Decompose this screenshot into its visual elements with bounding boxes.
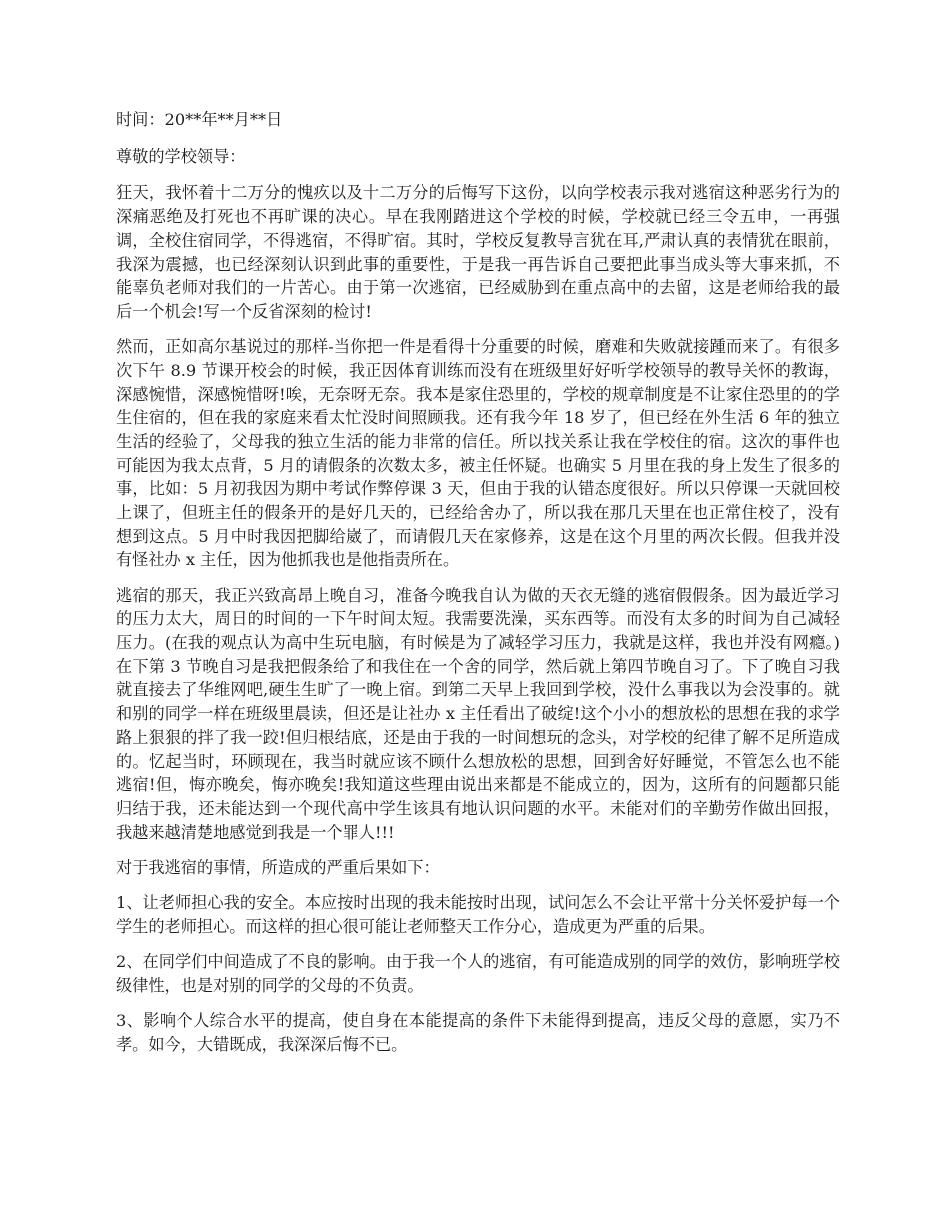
consequence-item: 1、让老师担心我的安全。本应按时出现的我未能按时出现，试问怎么不会让平常十分关怀爱护每一个学生的老师担心。而这样的担心很可能让老师整天工作分心，造成更为严重的后果。 xyxy=(116,893,840,936)
consequence-item: 2、在同学们中间造成了不良的影响。由于我一个人的逃宿，有可能造成别的同学的效仿，影响班学校级律性，也是对别的同学的父母的不负责。 xyxy=(116,952,840,995)
body-paragraph: 然而，正如高尔基说过的那样-当你把一件是看得十分重要的时候，磨难和失败就接踵而来了。有很多次下午 8.9 节课开校会的时候，我正因体育训练而没有在班级里好好听学校领导的教导关怀的教诲，深感惋惜，深感惋惜呀!唉，无奈呀无奈。我本是家住恐里的，学校的规章制度是不让家住恐里的的学生住宿的，但在我的家庭来看太忙没时间照顾我。还有我今年 18 岁了，但已经在外生活 6 年的独立生活的经验了，父母我的独立生活的能力非常的信任。所以找关系让我在学校住的宿。这次的事件也可能因为我太点背，5 月的请假条的次数太多，被主任怀疑。也确实 5 月里在我的身上发生了很多的事，比如：5 月初我因为期中考试作弊停课 3 天，但由于我的认错态度很好。所以只停课一天就回校上课了，但班主任的假条开的是好几天的，已经给舍办了，所以我在那几天里在也正常住校了，没有想到这点。5 月中时我因把脚给崴了，而请假几天在家修养，这是在这个月里的两次长假。但我并没有怪社办 x 主任，因为他抓我也是他指责所在。 xyxy=(116,337,840,570)
date-line: 时间：20**年**月**日 xyxy=(116,110,283,129)
consequences-intro: 对于我逃宿的事情，所造成的严重后果如下： xyxy=(116,857,440,877)
body-paragraph: 狂天，我怀着十二万分的愧疚以及十二万分的后悔写下这份，以向学校表示我对逃宿这种恶劣行为的深痛恶绝及打死也不再旷课的决心。早在我刚踏进这个学校的时候，学校就已经三令五申，一再强调，全校住宿同学，不得逃宿，不得旷宿。其时，学校反复教导言犹在耳,严肃认真的表情犹在眼前，我深为震撼，也已经深刻认识到此事的重要性，于是我一再告诉自己要把此事当成头等大事来抓，不能辜负老师对我们的一片苦心。由于第一次逃宿，已经威胁到在重点高中的去留，这是老师给我的最后一个机会!写一个反省深刻的检讨! xyxy=(116,183,840,321)
body-paragraph: 逃宿的那天，我正兴致高昂上晚自习，准备今晚我自认为做的天衣无缝的逃宿假假条。因为最近学习的压力太大，周日的时间的一下午时间太短。我需要洗澡，买东西等。而没有太多的时间为自己减轻压力。(在我的观点认为高中生玩电脑，有时候是为了减轻学习压力，我就是这样，我也并没有网瘾。)在下第 3 节晚自习是我把假条给了和我住在一个舍的同学，然后就上第四节晚自习了。下了晚自习我就直接去了华维网吧,硬生生旷了一晚上宿。到第二天早上我回到学校，没什么事我以为会没事的。就和别的同学一样在班级里晨读，但还是让社办 x 主任看出了破绽!这个小小的想放松的思想在我的求学路上狠狠的拌了我一跤!但归根结底，还是由于我的一时间想玩的念头，对学校的纪律了解不足所造成的。忆起当时，环顾现在，我当时就应该不顾什么想放松的思想，回到舍好好睡觉，不管怎么也不能逃宿!但，悔亦晚矣，悔亦晚矣!我知道这些理由说出来都是不能成立的，因为，这所有的问题都只能归结于我，还未能达到一个现代高中学生该具有地认识问题的水平。未能对们的辛勤劳作做出回报，我越来越清楚地感觉到我是一个罪人!!! xyxy=(116,585,840,842)
consequence-item: 3、影响个人综合水平的提高，使自身在本能提高的条件下未能得到提高，违反父母的意愿，实乃不孝。如今，大错既成，我深深后悔不已。 xyxy=(116,1010,840,1054)
document-page xyxy=(116,108,840,1068)
salutation: 尊敬的学校领导： xyxy=(116,146,246,166)
